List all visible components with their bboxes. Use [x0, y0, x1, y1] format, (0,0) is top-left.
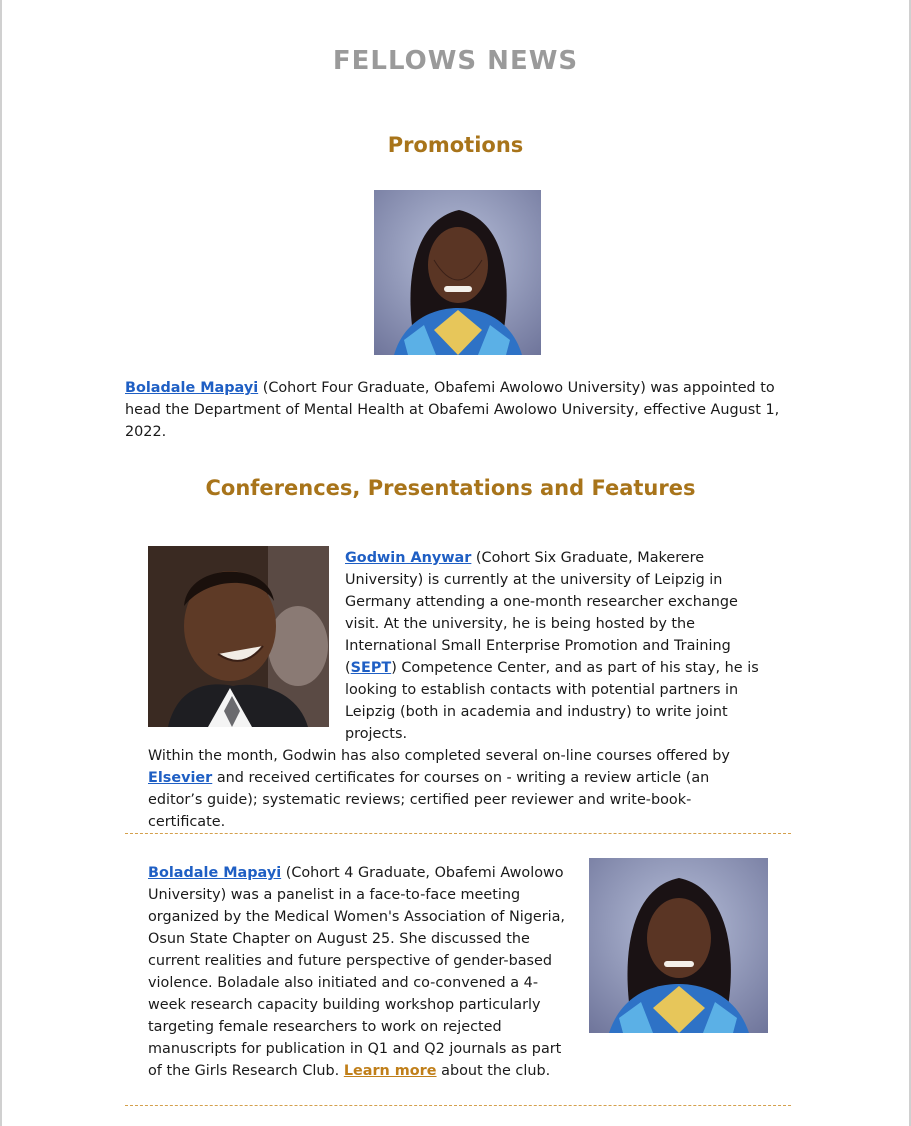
boladale-panel-paragraph	[148, 862, 573, 1082]
page-border-left	[0, 0, 2, 1126]
godwin-courses-paragraph	[148, 745, 748, 833]
promotions-heading: Promotions	[387, 133, 524, 157]
godwin-courses-text-2: and received certificates for courses on - writing a review article (an editor’s guide); systematic reviews; certified peer reviewer and write-book-certificate.	[148, 770, 710, 830]
godwin-name-link[interactable]: Godwin Anywar	[345, 550, 472, 566]
boladale-panel-name-link[interactable]: Boladale Mapayi	[148, 865, 282, 881]
godwin-portrait-photo	[148, 546, 329, 727]
page-title: FELLOWS NEWS	[332, 46, 579, 76]
godwin-text-2: ) Competence Center, and as part of his stay, he is looking to establish contacts with potential partners in Leipzig (both in academia and industry) to write joint projects.	[345, 660, 759, 742]
godwin-text-1: (Cohort Six Graduate, Makerere University) is currently at the university of Leipzig in Germany attending a one-month researcher exchange visit. At the university, he is being hosted by the International Small Enterprise Promotion and Training (	[345, 550, 738, 676]
promotions-paragraph	[125, 377, 795, 443]
boladale-name-link[interactable]: Boladale Mapayi	[125, 380, 259, 396]
section-divider-bottom	[125, 1105, 791, 1106]
boladale-portrait-photo	[374, 190, 541, 355]
boladale-panel-portrait-photo	[589, 858, 768, 1033]
godwin-paragraph	[345, 547, 770, 745]
boladale-panel-text-end: about the club.	[436, 1063, 551, 1079]
promotions-text: (Cohort Four Graduate, Obafemi Awolowo University) was appointed to head the Department of Mental Health at Obafemi Awolowo University, effective August 1, 2022.	[125, 380, 780, 440]
conferences-heading: Conferences, Presentations and Features	[205, 476, 696, 500]
learn-more-link[interactable]: Learn more	[343, 1063, 437, 1079]
boladale-panel-text: (Cohort 4 Graduate, Obafemi Awolowo University) was a panelist in a face-to-face meeting organized by the Medical Women's Association of Nigeria, Osun State Chapter on August 25. She discussed the current realities and future perspective of gender-based violence. Boladale also initiated and co-convened a 4-week research capacity building workshop particularly targeting female researchers to work on rejected manuscripts for publication in Q1 and Q2 journals as part of the Girls Research Club.	[148, 865, 566, 1079]
section-divider	[125, 833, 791, 834]
sept-link[interactable]: SEPT	[350, 660, 392, 676]
elsevier-link[interactable]: Elsevier	[148, 770, 213, 786]
godwin-courses-text-1: Within the month, Godwin has also completed several on-line courses offered by	[148, 748, 730, 764]
